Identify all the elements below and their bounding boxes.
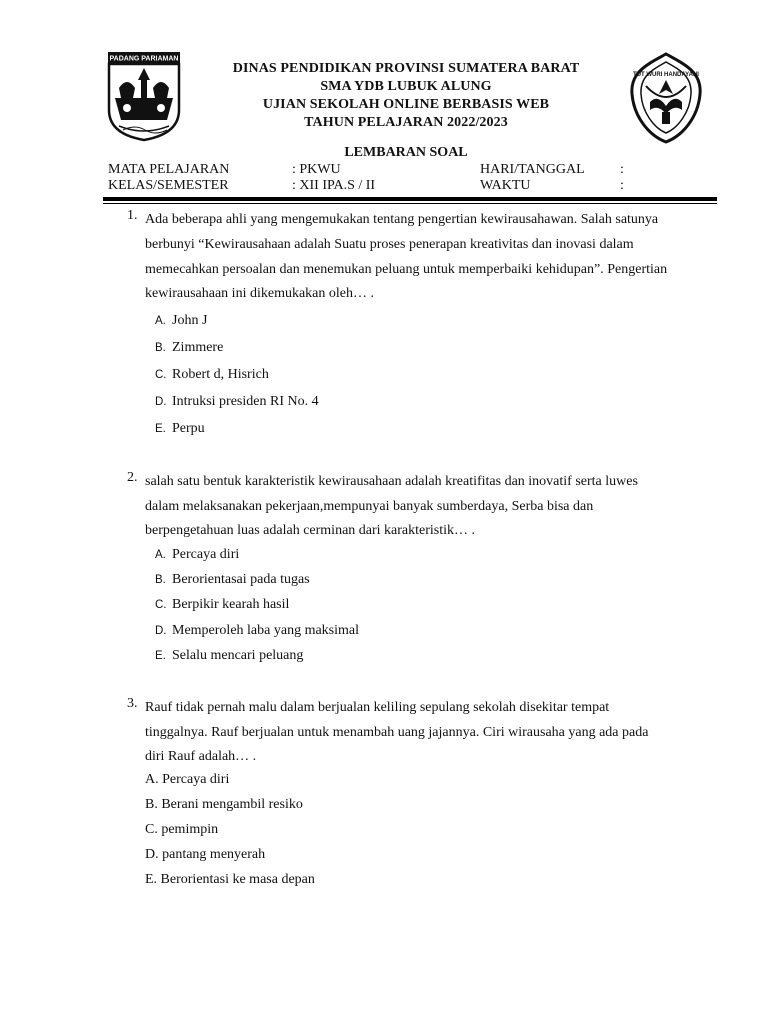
option-letter: C. [155, 369, 167, 381]
date-value: : [620, 162, 624, 177]
padang-pariaman-logo [105, 50, 183, 142]
time-label: WAKTU [480, 178, 531, 193]
answer-option: E. Berorientasi ke masa depan [145, 872, 315, 887]
header-line-3: UJIAN SEKOLAH ONLINE BERBASIS WEB [262, 97, 550, 112]
stem-line: tinggalnya. Rauf berjualan untuk menambah uang jajannya. Ciri wirausaha yang ada pada [145, 724, 649, 740]
exam-meta [108, 162, 718, 194]
stem-line: Rauf tidak pernah malu dalam berjualan keliling sepulang sekolah disekitar tempat [145, 700, 610, 715]
sheet-title: LEMBARAN SOAL [344, 145, 468, 160]
option-text: Percaya diri [172, 547, 240, 562]
option-text: Perpu [172, 421, 205, 436]
option-letter: E. [155, 650, 166, 662]
answer-option: D. pantang menyerah [145, 847, 266, 862]
option-text: Intruksi presiden RI No. 4 [172, 394, 319, 409]
header-divider-thick [103, 197, 717, 201]
subject-value: : PKWU [292, 162, 341, 177]
question-number: 1. [127, 208, 138, 223]
header-line-1: DINAS PENDIDIKAN PROVINSI SUMATERA BARAT [232, 61, 580, 76]
option-text: Zimmere [172, 340, 224, 355]
meta-row-1 [108, 162, 718, 178]
header-line-4: TAHUN PELAJARAN 2022/2023 [304, 115, 508, 130]
option-letter: C. [155, 599, 167, 611]
question-number: 2. [127, 470, 138, 485]
stem-line: kewirausahaan ini dikemukakan oleh… . [145, 286, 374, 302]
stem-line: memecahkan persoalan dan menemukan peluang untuk memperbaiki kehidupan”. Pengertian [145, 261, 668, 277]
option-letter: D. [155, 625, 167, 637]
option-text: Robert d, Hisrich [172, 367, 269, 382]
document-header [0, 0, 768, 160]
option-text: John J [172, 313, 208, 328]
stem-line: salah satu bentuk karakteristik kewirausahaan adalah kreatifitas dan inovatif serta luwes [145, 474, 638, 489]
tut-wuri-handayani-logo [626, 50, 706, 146]
logo-left-label: PADANG PARIAMAN [109, 55, 179, 63]
option-letter: A. [155, 549, 166, 561]
option-letter: B. [155, 342, 166, 354]
logo-right-label: TUT WURI HANDAYANI [633, 72, 699, 78]
meta-row-2 [108, 178, 718, 194]
stem-line: berbunyi “Kewirausahaan adalah Suatu proses penerapan kreativitas dan inovasi dalam [145, 236, 634, 252]
option-letter: D. [155, 396, 167, 408]
question-stem [145, 470, 704, 544]
option-text: Berorientasai pada tugas [172, 572, 310, 587]
header-divider-thin [103, 203, 717, 204]
question-number: 3. [127, 696, 138, 711]
option-text: Selalu mencari peluang [172, 648, 304, 663]
date-label: HARI/TANGGAL [480, 162, 585, 177]
stem-line: Ada beberapa ahli yang mengemukakan tentang pengertian kewirausahawan. Salah satunya [145, 212, 659, 227]
option-text: Berpikir kearah hasil [172, 597, 290, 612]
institution-title-block [190, 60, 622, 132]
stem-line: dalam melaksanakan pekerjaan,mempunyai banyak sumberdaya, Serba bisa dan [145, 498, 594, 514]
time-value: : [620, 178, 624, 193]
class-value: : XII IPA.S / II [292, 178, 376, 193]
option-text: Memperoleh laba yang maksimal [172, 623, 359, 638]
question-stem [145, 696, 704, 770]
answer-option: B. Berani mengambil resiko [145, 797, 303, 812]
stem-line: diri Rauf adalah… . [145, 749, 257, 765]
option-letter: E. [155, 423, 166, 435]
header-line-2: SMA YDB LUBUK ALUNG [320, 79, 492, 94]
class-label: KELAS/SEMESTER [108, 178, 229, 193]
option-letter: B. [155, 574, 166, 586]
answer-option: A. Percaya diri [145, 772, 230, 787]
subject-label: MATA PELAJARAN [108, 162, 230, 177]
option-letter: A. [155, 315, 166, 327]
question-stem [145, 208, 704, 307]
stem-line: berpengetahuan luas adalah cerminan dari karakteristik… . [145, 523, 476, 539]
answer-option: C. pemimpin [145, 822, 219, 837]
